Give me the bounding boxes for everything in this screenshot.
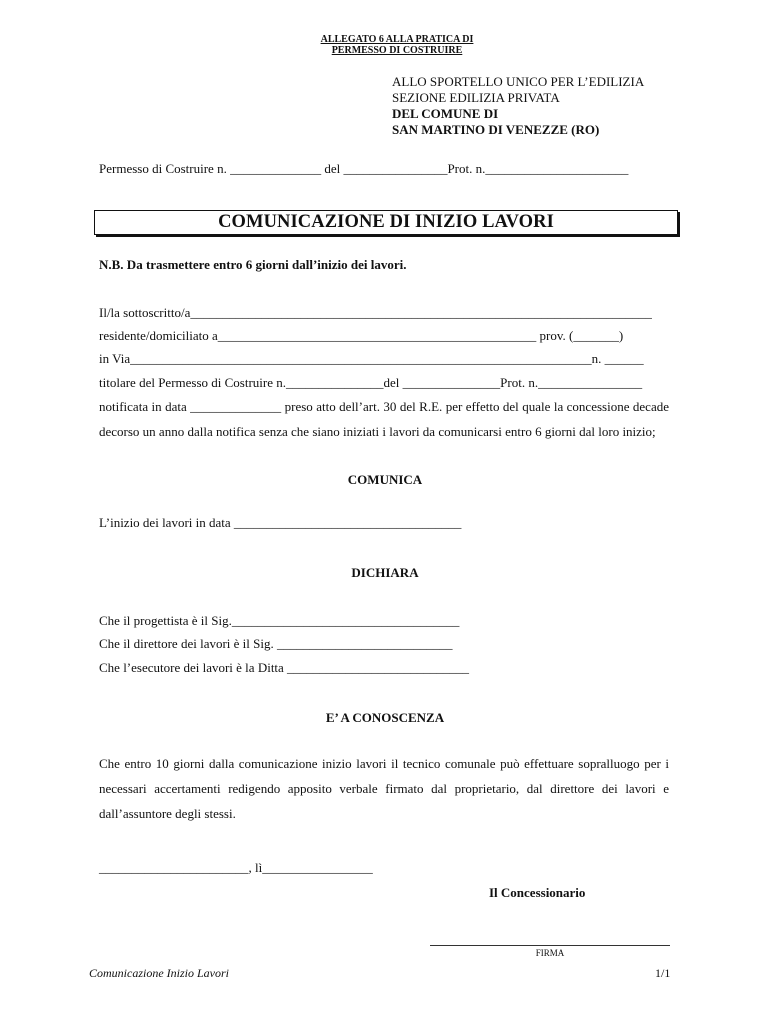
signature-caption: FIRMA [535,948,565,958]
transmission-note: N.B. Da trasmettere entro 6 giorni dall’inizio dei lavori. [99,257,407,272]
addressee-line4: SAN MARTINO DI VENEZZE (RO) [392,122,600,137]
inspection-paragraph: Che entro 10 giorni dalla comunicazione inizio lavori il tecnico comunale può effettuare sopralluogo per i necessari accertamenti redigendo apposito verbale firmato dal proprietario, dal direttore dei lavori e dall’assuntore degli stessi. [99,756,669,821]
form-line-permit-holder: titolare del Permesso di Costruire n._______________del _______________Prot. n.________________ [99,375,643,390]
signature-line [430,945,670,946]
designer-line: Che il progettista è il Sig.___________________________________ [99,613,460,628]
conoscenza-heading: E’ A CONOSCENZA [325,710,445,725]
footer-document-name: Comunicazione Inizio Lavori [89,966,229,980]
document-title: COMUNICAZIONE DI INIZIO LAVORI [218,212,554,232]
comunica-heading: COMUNICA [347,472,423,487]
form-notification-paragraph: notificata in data ______________ preso atto dell’art. 30 del R.E. per effetto del quale la concessione decade decorso un anno dalla notifica senza che siano iniziati i lavori da comunicarsi entro 6 giorni dal loro inizio; [99,399,669,439]
footer-page-number: 1/1 [655,966,671,980]
contractor-line: Che l’esecutore dei lavori è la Ditta ____________________________ [99,660,470,675]
form-line-residence: residente/domiciliato a_________________________________________________ prov. (_______) [99,328,624,343]
dichiara-heading: DICHIARA [351,565,419,580]
addressee-line1: ALLO SPORTELLO UNICO PER L’EDILIZIA [392,74,645,89]
permit-reference-line: Permesso di Costruire n. ______________ del ________________Prot. n.______________________ [99,161,629,176]
work-start-date-line: L’inizio dei lavori in data ___________________________________ [99,515,462,530]
attachment-header-line2: PERMESSO DI COSTRUIRE [331,45,463,56]
addressee-line3: DEL COMUNE DI [392,106,499,121]
form-line-undersigned: Il/la sottoscritto/a_______________________________________________________________________ [99,305,652,320]
works-director-line: Che il direttore dei lavori è il Sig. ___________________________ [99,636,453,651]
attachment-header-line1: ALLEGATO 6 ALLA PRATICA DI [320,34,474,45]
concessionaire-label: Il Concessionario [489,885,586,900]
place-date-line: _______________________, lì_________________ [99,860,373,875]
addressee-line2: SEZIONE EDILIZIA PRIVATA [392,90,560,105]
form-line-street: in Via_______________________________________________________________________n. ______ [99,351,644,366]
title-box [94,210,678,235]
